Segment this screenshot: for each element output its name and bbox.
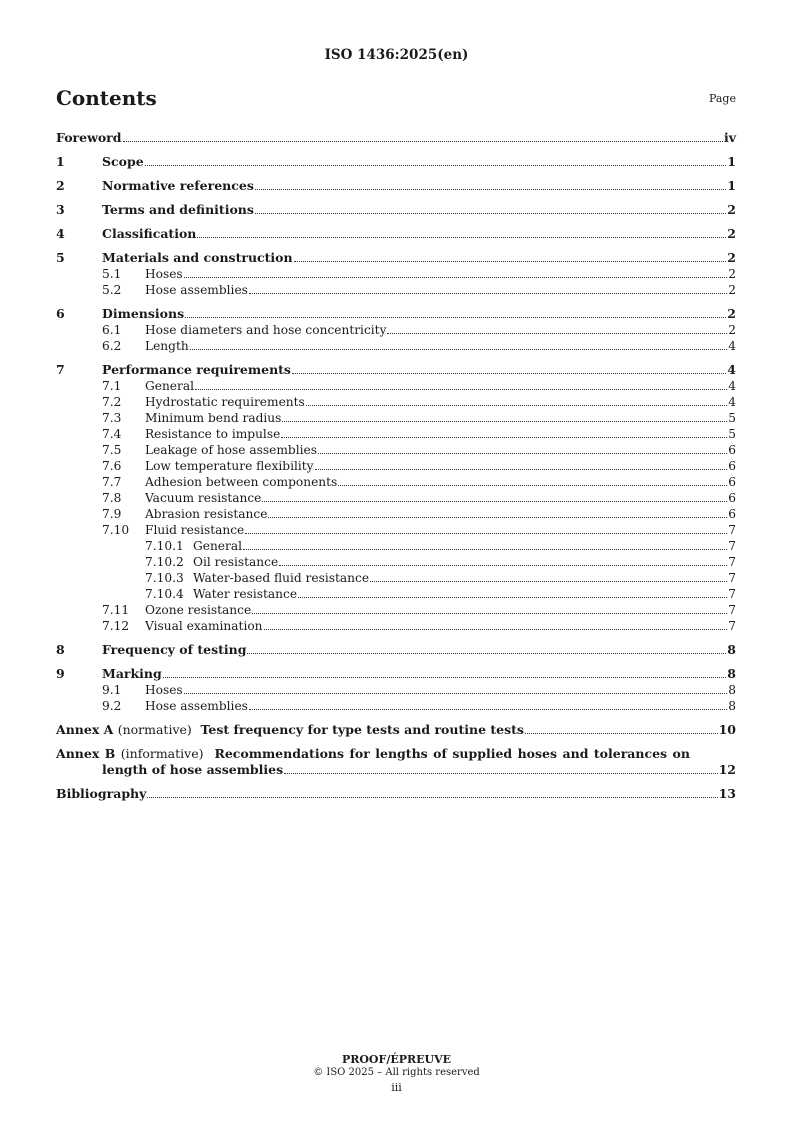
dot-leader	[298, 596, 727, 598]
toc-title: Hose assemblies	[145, 283, 248, 297]
toc-entry-2[interactable]	[56, 178, 736, 194]
toc-entry-1[interactable]	[56, 154, 736, 170]
toc-number: 7.10.4	[145, 587, 184, 601]
toc-number: 7.8	[102, 491, 122, 505]
toc-number: 9	[56, 666, 65, 681]
toc-number: 4	[56, 226, 65, 241]
toc-title: Performance requirements	[102, 362, 291, 377]
toc-entry-6-1[interactable]	[56, 322, 736, 338]
toc-number: 7.10	[102, 523, 130, 537]
toc-title: Bibliography	[56, 786, 147, 801]
toc-title: Hydrostatic requirements	[145, 395, 305, 409]
dot-leader	[282, 420, 727, 422]
toc-number: 7	[56, 362, 65, 377]
toc-entry-9-2[interactable]	[56, 698, 736, 714]
dot-leader	[247, 652, 726, 654]
toc-entry-6[interactable]	[56, 306, 736, 322]
dot-leader	[195, 388, 727, 390]
dot-leader	[123, 140, 723, 142]
toc-title: Adhesion between components	[145, 475, 338, 489]
dot-leader	[387, 332, 727, 334]
toc-title: Terms and definitions	[102, 202, 254, 217]
toc-number: 5	[56, 250, 65, 265]
toc-title: Abrasion resistance	[145, 507, 268, 521]
dot-leader	[294, 260, 727, 262]
toc-number: 7.11	[102, 603, 130, 617]
dot-leader	[262, 500, 727, 502]
toc-number: 5.2	[102, 283, 122, 297]
toc-number: 7.10.1	[145, 539, 184, 553]
dot-leader	[197, 236, 726, 238]
toc-page: 2	[728, 283, 736, 297]
toc-number: 7.10.2	[145, 555, 184, 569]
toc-number: 7.10.3	[145, 571, 184, 585]
annex-type: (informative)	[120, 746, 204, 761]
toc-entry-7-7[interactable]	[56, 474, 736, 490]
annex-label: Annex B	[56, 746, 116, 761]
toc-page: 10	[718, 722, 736, 737]
dot-leader	[255, 212, 726, 214]
document-id-header: ISO 1436:2025(en)	[324, 47, 469, 63]
toc-entry-7-1[interactable]	[56, 378, 736, 394]
toc-entry-7-3[interactable]	[56, 410, 736, 426]
toc-number: 1	[56, 154, 65, 169]
toc-entry-4[interactable]	[56, 226, 736, 242]
toc-number: 7.1	[102, 379, 122, 393]
toc-entry-7-8[interactable]	[56, 490, 736, 506]
toc-title	[56, 722, 524, 738]
dot-leader	[338, 484, 727, 486]
toc-page: 2	[727, 306, 736, 321]
toc-number: 9.2	[102, 699, 122, 713]
toc-number: 8	[56, 642, 65, 657]
toc-page: 7	[728, 523, 736, 537]
toc-entry-5-2[interactable]	[56, 282, 736, 298]
toc-number: 7.12	[102, 619, 130, 633]
toc-number: 5.1	[102, 267, 122, 281]
toc-number: 6.1	[102, 323, 122, 337]
toc-title: Dimensions	[102, 306, 185, 321]
toc-number: 9.1	[102, 683, 122, 697]
toc-entry-7-4[interactable]	[56, 426, 736, 442]
toc-entry-7-10-2[interactable]	[56, 554, 736, 570]
dot-leader	[185, 316, 726, 318]
toc-entry-7-5[interactable]	[56, 442, 736, 458]
toc-entry-foreword[interactable]	[56, 130, 736, 146]
annex-b-second-line	[102, 762, 736, 778]
toc-page: 7	[728, 539, 736, 553]
annex-b-first-line	[56, 746, 690, 762]
toc-title: Resistance to impulse	[145, 427, 281, 441]
toc-number: 7.6	[102, 459, 122, 473]
toc-entry-7-12[interactable]	[56, 618, 736, 634]
toc-page: 7	[728, 555, 736, 569]
toc-entry-8[interactable]	[56, 642, 736, 658]
toc-entry-annex-b[interactable]	[56, 746, 736, 778]
contents-heading: Contents	[56, 86, 157, 110]
toc-page: 7	[728, 587, 736, 601]
toc-entry-7-2[interactable]	[56, 394, 736, 410]
dot-leader	[370, 580, 727, 582]
dot-leader	[147, 796, 717, 798]
dot-leader	[315, 468, 728, 470]
toc-page: 7	[728, 619, 736, 633]
dot-leader	[184, 276, 728, 278]
toc-page: 7	[728, 603, 736, 617]
dot-leader	[281, 436, 727, 438]
copyright-notice: © ISO 2025 – All rights reserved	[313, 1067, 480, 1078]
page-footer	[0, 1053, 793, 1097]
toc-page: 2	[727, 250, 736, 265]
dot-leader	[145, 164, 727, 166]
toc-page: 6	[728, 459, 736, 473]
toc-page: 4	[728, 395, 736, 409]
dot-leader	[292, 372, 726, 374]
toc-entry-7-10[interactable]	[56, 522, 736, 538]
proof-label: PROOF/ÉPREUVE	[341, 1053, 452, 1066]
toc-entry-7-11[interactable]	[56, 602, 736, 618]
toc-page: 1	[727, 154, 736, 169]
dot-leader	[318, 452, 727, 454]
toc-page: 4	[728, 339, 736, 353]
toc-title: Normative references	[102, 178, 254, 193]
toc-title: Hose diameters and hose concentricity	[145, 323, 387, 337]
toc-page: 7	[728, 571, 736, 585]
toc-number: 7.2	[102, 395, 122, 409]
toc-title: Visual examination	[145, 619, 263, 633]
dot-leader	[190, 348, 728, 350]
dot-leader	[255, 188, 726, 190]
dot-leader	[243, 548, 727, 550]
toc-title: Length	[145, 339, 189, 353]
dot-leader	[249, 708, 727, 710]
toc-page: 8	[727, 642, 736, 657]
annex-title-line2: length of hose assemblies	[102, 762, 284, 777]
toc-page: 2	[727, 226, 736, 241]
toc-title: Leakage of hose assemblies	[145, 443, 317, 457]
dot-leader	[284, 772, 717, 774]
toc-number: 7.5	[102, 443, 122, 457]
toc-entry-bibliography[interactable]	[56, 786, 736, 802]
toc-entry-3[interactable]	[56, 202, 736, 218]
toc-title: Scope	[102, 154, 144, 169]
toc-title: Water-based fluid resistance	[193, 571, 370, 585]
toc-title: General	[193, 539, 242, 553]
toc-entry-9-1[interactable]	[56, 682, 736, 698]
dot-leader	[245, 532, 727, 534]
toc-entry-7-10-4[interactable]	[56, 586, 736, 602]
toc-page: 6	[728, 507, 736, 521]
page-column-label: Page	[708, 92, 736, 105]
dot-leader	[268, 516, 727, 518]
toc-page: 6	[728, 443, 736, 457]
toc-title: Frequency of testing	[102, 642, 247, 657]
dot-leader	[306, 404, 727, 406]
toc-number: 7.4	[102, 427, 122, 441]
toc-entry-7[interactable]	[56, 362, 736, 378]
toc-title: Ozone resistance	[145, 603, 252, 617]
toc-page: 2	[728, 267, 736, 281]
toc-title: Hose assemblies	[145, 699, 248, 713]
page-number: iii	[391, 1081, 402, 1094]
toc-page: 6	[728, 475, 736, 489]
toc-title: Foreword	[56, 130, 122, 145]
toc-entry-9[interactable]	[56, 666, 736, 682]
table-of-contents	[56, 130, 736, 802]
toc-number: 3	[56, 202, 65, 217]
toc-title: Oil resistance	[193, 555, 279, 569]
toc-title: Materials and construction	[102, 250, 293, 265]
toc-page: iv	[723, 130, 736, 145]
toc-entry-6-2[interactable]	[56, 338, 736, 354]
toc-title: Low temperature flexibility	[145, 459, 314, 473]
toc-number: 7.7	[102, 475, 122, 489]
toc-page: 8	[728, 699, 736, 713]
toc-title: Marking	[102, 666, 162, 681]
annex-type: (normative)	[117, 722, 192, 737]
toc-entry-annex-a[interactable]	[56, 722, 736, 738]
toc-number: 7.3	[102, 411, 122, 425]
toc-page: 6	[728, 491, 736, 505]
toc-page: 12	[718, 762, 736, 777]
toc-number: 6	[56, 306, 65, 321]
toc-title: Minimum bend radius	[145, 411, 282, 425]
toc-page: 5	[728, 427, 736, 441]
toc-title: Water resistance	[193, 587, 298, 601]
toc-page: 2	[728, 323, 736, 337]
toc-entry-7-9[interactable]	[56, 506, 736, 522]
toc-page: 13	[718, 786, 736, 801]
toc-title: Vacuum resistance	[145, 491, 262, 505]
toc-entry-5-1[interactable]	[56, 266, 736, 282]
toc-number: 7.9	[102, 507, 122, 521]
toc-page: 4	[727, 362, 736, 377]
dot-leader	[264, 628, 728, 630]
dot-leader	[252, 612, 727, 614]
annex-title: Test frequency for type tests and routine tests	[200, 722, 524, 737]
toc-title: General	[145, 379, 194, 393]
toc-title: Fluid resistance	[145, 523, 245, 537]
toc-title: Classification	[102, 226, 197, 241]
toc-title: Hoses	[145, 683, 183, 697]
dot-leader	[184, 692, 728, 694]
toc-number: 2	[56, 178, 65, 193]
dot-leader	[279, 564, 727, 566]
annex-title-line1: Recommendations for lengths of supplied hoses and tolerances on	[214, 746, 690, 761]
toc-number: 6.2	[102, 339, 122, 353]
toc-page: 5	[728, 411, 736, 425]
toc-page: 8	[728, 683, 736, 697]
annex-label: Annex A	[56, 722, 114, 737]
toc-page: 8	[727, 666, 736, 681]
toc-entry-5[interactable]	[56, 250, 736, 266]
toc-page: 2	[727, 202, 736, 217]
toc-entry-7-6[interactable]	[56, 458, 736, 474]
toc-page: 4	[728, 379, 736, 393]
toc-page: 1	[727, 178, 736, 193]
toc-title: Hoses	[145, 267, 183, 281]
dot-leader	[525, 732, 718, 734]
toc-entry-7-10-1[interactable]	[56, 538, 736, 554]
dot-leader	[249, 292, 727, 294]
toc-entry-7-10-3[interactable]	[56, 570, 736, 586]
dot-leader	[163, 676, 727, 678]
